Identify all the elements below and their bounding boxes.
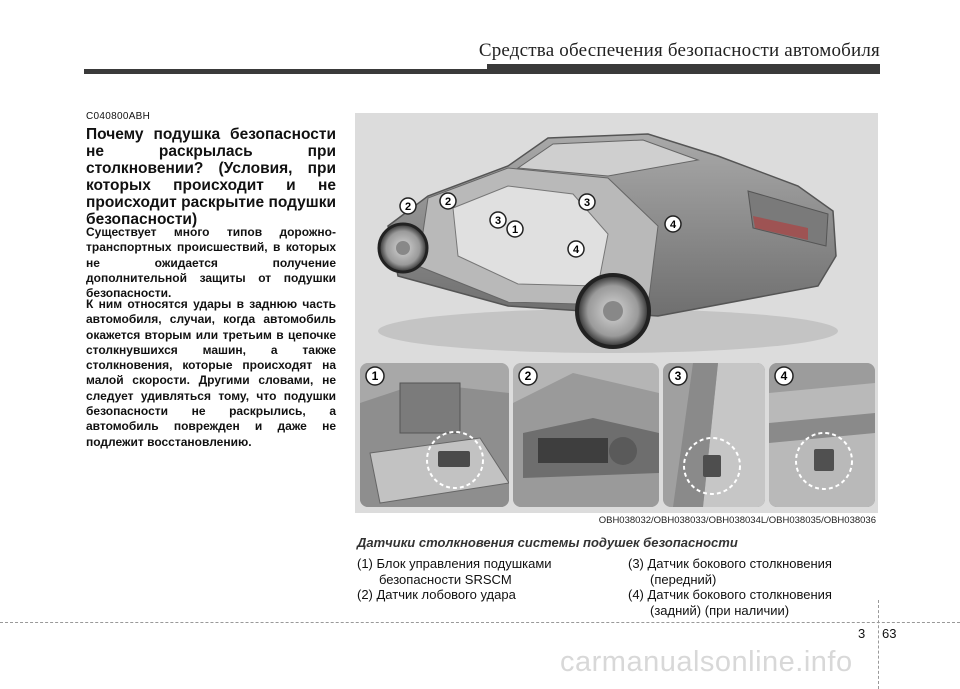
thumbnail-front-sensor [513,363,659,507]
legend-text-continued: безопасности SRSCM [379,571,512,587]
legend-item-4 [628,587,878,618]
thumbnail-number: 3 [674,369,682,383]
legend-item-3 [628,556,878,587]
car-marker [490,212,506,228]
legend-text: (1) Блок управления подушками [357,556,552,571]
legend-item-2 [357,587,617,603]
figure-image-codes: OBH038032/OBH038033/OBH038034L/OBH038035/OBH038036 [598,515,876,526]
section-code: C040800ABH [86,111,151,122]
legend-text: (2) Датчик лобового удара [357,587,516,602]
figure-caption: Датчики столкновения системы подушек безопасности [357,535,738,550]
thumbnail-number: 1 [371,369,379,383]
legend-text: (4) Датчик бокового столкновения [628,587,832,602]
thumbnail-side-rear-sensor [769,363,875,507]
car-illustration [358,116,875,358]
svg-text:3: 3 [494,215,502,227]
header-rule-accent [487,64,880,74]
car-marker [440,193,456,209]
page-divider [878,600,879,689]
thumbnail-number: 4 [780,369,788,383]
footer-rule [0,622,960,623]
legend-text-continued: (передний) [650,571,717,587]
section-title: Средства обеспечения безопасности автомобиля [478,40,880,61]
car-marker [665,216,681,232]
svg-text:1: 1 [511,224,519,236]
svg-text:2: 2 [444,196,452,208]
car-marker [579,194,595,210]
svg-text:4: 4 [669,219,677,231]
thumbnail-srscm [360,363,509,507]
car-marker [568,241,584,257]
chapter-number: 3 [858,626,866,641]
car-marker [507,221,523,237]
watermark: carmanualsonline.info [560,646,853,678]
thumbnail-side-front-sensor [663,363,765,507]
legend-item-1 [357,556,617,587]
section-heading: Почему подушка безопасности не раскрылась при столкновении? (Условия, при которых происходит и не происходит раскрытие подушки безопасности) [86,126,336,228]
legend-text: (3) Датчик бокового столкновения [628,556,832,571]
paragraph-2: К ним относятся удары в заднюю часть автомобиля, случаи, когда автомобиль окажется вторым или третьим в цепочке столкнувшихся машин, а также столкновения, которые происходят на малой скорости. Другими словами, не следует удивляться тому, что подушки безопасности не раскрылись, а автомобиль поврежден и даже не подлежит восстановлению. [86,297,336,449]
svg-text:4: 4 [572,244,580,256]
page-number: 63 [882,626,897,641]
legend-text-continued: (задний) (при наличии) [650,602,790,618]
svg-text:2: 2 [404,201,412,213]
car-marker [400,198,416,214]
thumbnail-number: 2 [524,369,532,383]
svg-text:3: 3 [583,197,591,209]
paragraph-1: Существует много типов дорожно-транспортных происшествий, в которых не ожидается получение дополнительной защиты от подушки безопасности. [86,225,336,301]
